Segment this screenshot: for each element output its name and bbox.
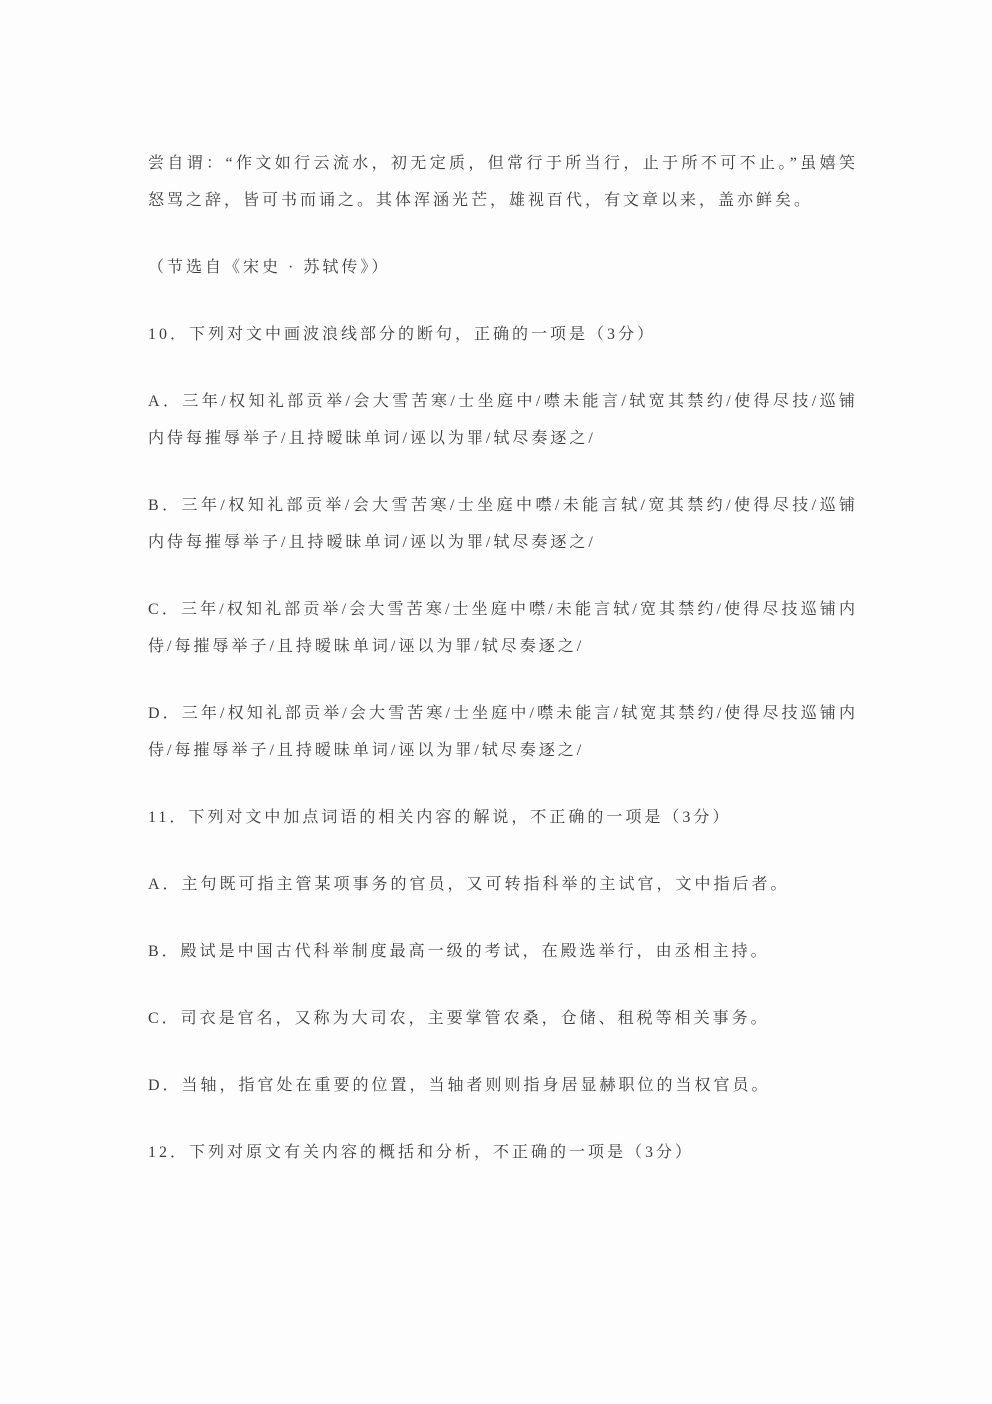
- source-line: （节选自《宋史 · 苏轼传》）: [148, 259, 391, 276]
- question-11-stem: 11．下列对文中加点词语的相关内容的解说，不正确的一项是（3分）: [148, 809, 732, 826]
- question-10-stem: 10．下列对文中画波浪线部分的断句，正确的一项是（3分）: [148, 326, 657, 343]
- question-11-option-b: B．殿试是中国古代科举制度最高一级的考试，在殿选举行，由丞相主持。: [148, 943, 770, 960]
- question-11-option-c: C．司衣是官名，又称为大司农，主要掌管农桑，仓储、租税等相关事务。: [148, 1010, 770, 1027]
- question-10-option-d: D．三年/权知礼部贡举/会大雪苦寒/士坐庭中/噤未能言/轼宽其禁约/使得尽技巡铺内侍/每摧辱举子/且持暧昧单词/诬以为罪/轼尽奏逐之/: [148, 705, 858, 759]
- question-10-option-b: B．三年/权知礼部贡举/会大雪苦寒/士坐庭中噤/未能言轼/宽其禁约/使得尽技/巡铺内侍每摧辱举子/且持暧昧单词/诬以为罪/轼尽奏逐之/: [148, 497, 858, 551]
- question-10-option-c: C．三年/权知礼部贡举/会大雪苦寒/士坐庭中噤/未能言轼/宽其禁约/使得尽技巡铺内侍/每摧辱举子/且持暧昧单词/诬以为罪/轼尽奏逐之/: [148, 601, 858, 655]
- question-10-option-a: A．三年/权知礼部贡举/会大雪苦寒/士坐庭中/噤未能言/轼宽其禁约/使得尽技/巡铺内侍每摧辱举子/且持暧昧单词/诬以为罪/轼尽奏逐之/: [148, 393, 858, 447]
- question-12-stem: 12．下列对原文有关内容的概括和分析，不正确的一项是（3分）: [148, 1144, 695, 1161]
- question-11-option-a: A．主句既可指主管某项事务的官员，又可转指科举的主试官，文中指后者。: [148, 876, 790, 893]
- question-11-option-d: D．当轴，指官处在重要的位置，当轴者则则指身居显赫职位的当权官员。: [148, 1077, 771, 1094]
- intro-paragraph: 尝自谓：“作文如行云流水，初无定质，但常行于所当行，止于所不可不止。”虽嬉笑怒骂之辞，皆可书而诵之。其体浑涵光芒，雄视百代，有文章以来，盖亦鲜矣。: [148, 155, 858, 209]
- document-content: [148, 145, 858, 1201]
